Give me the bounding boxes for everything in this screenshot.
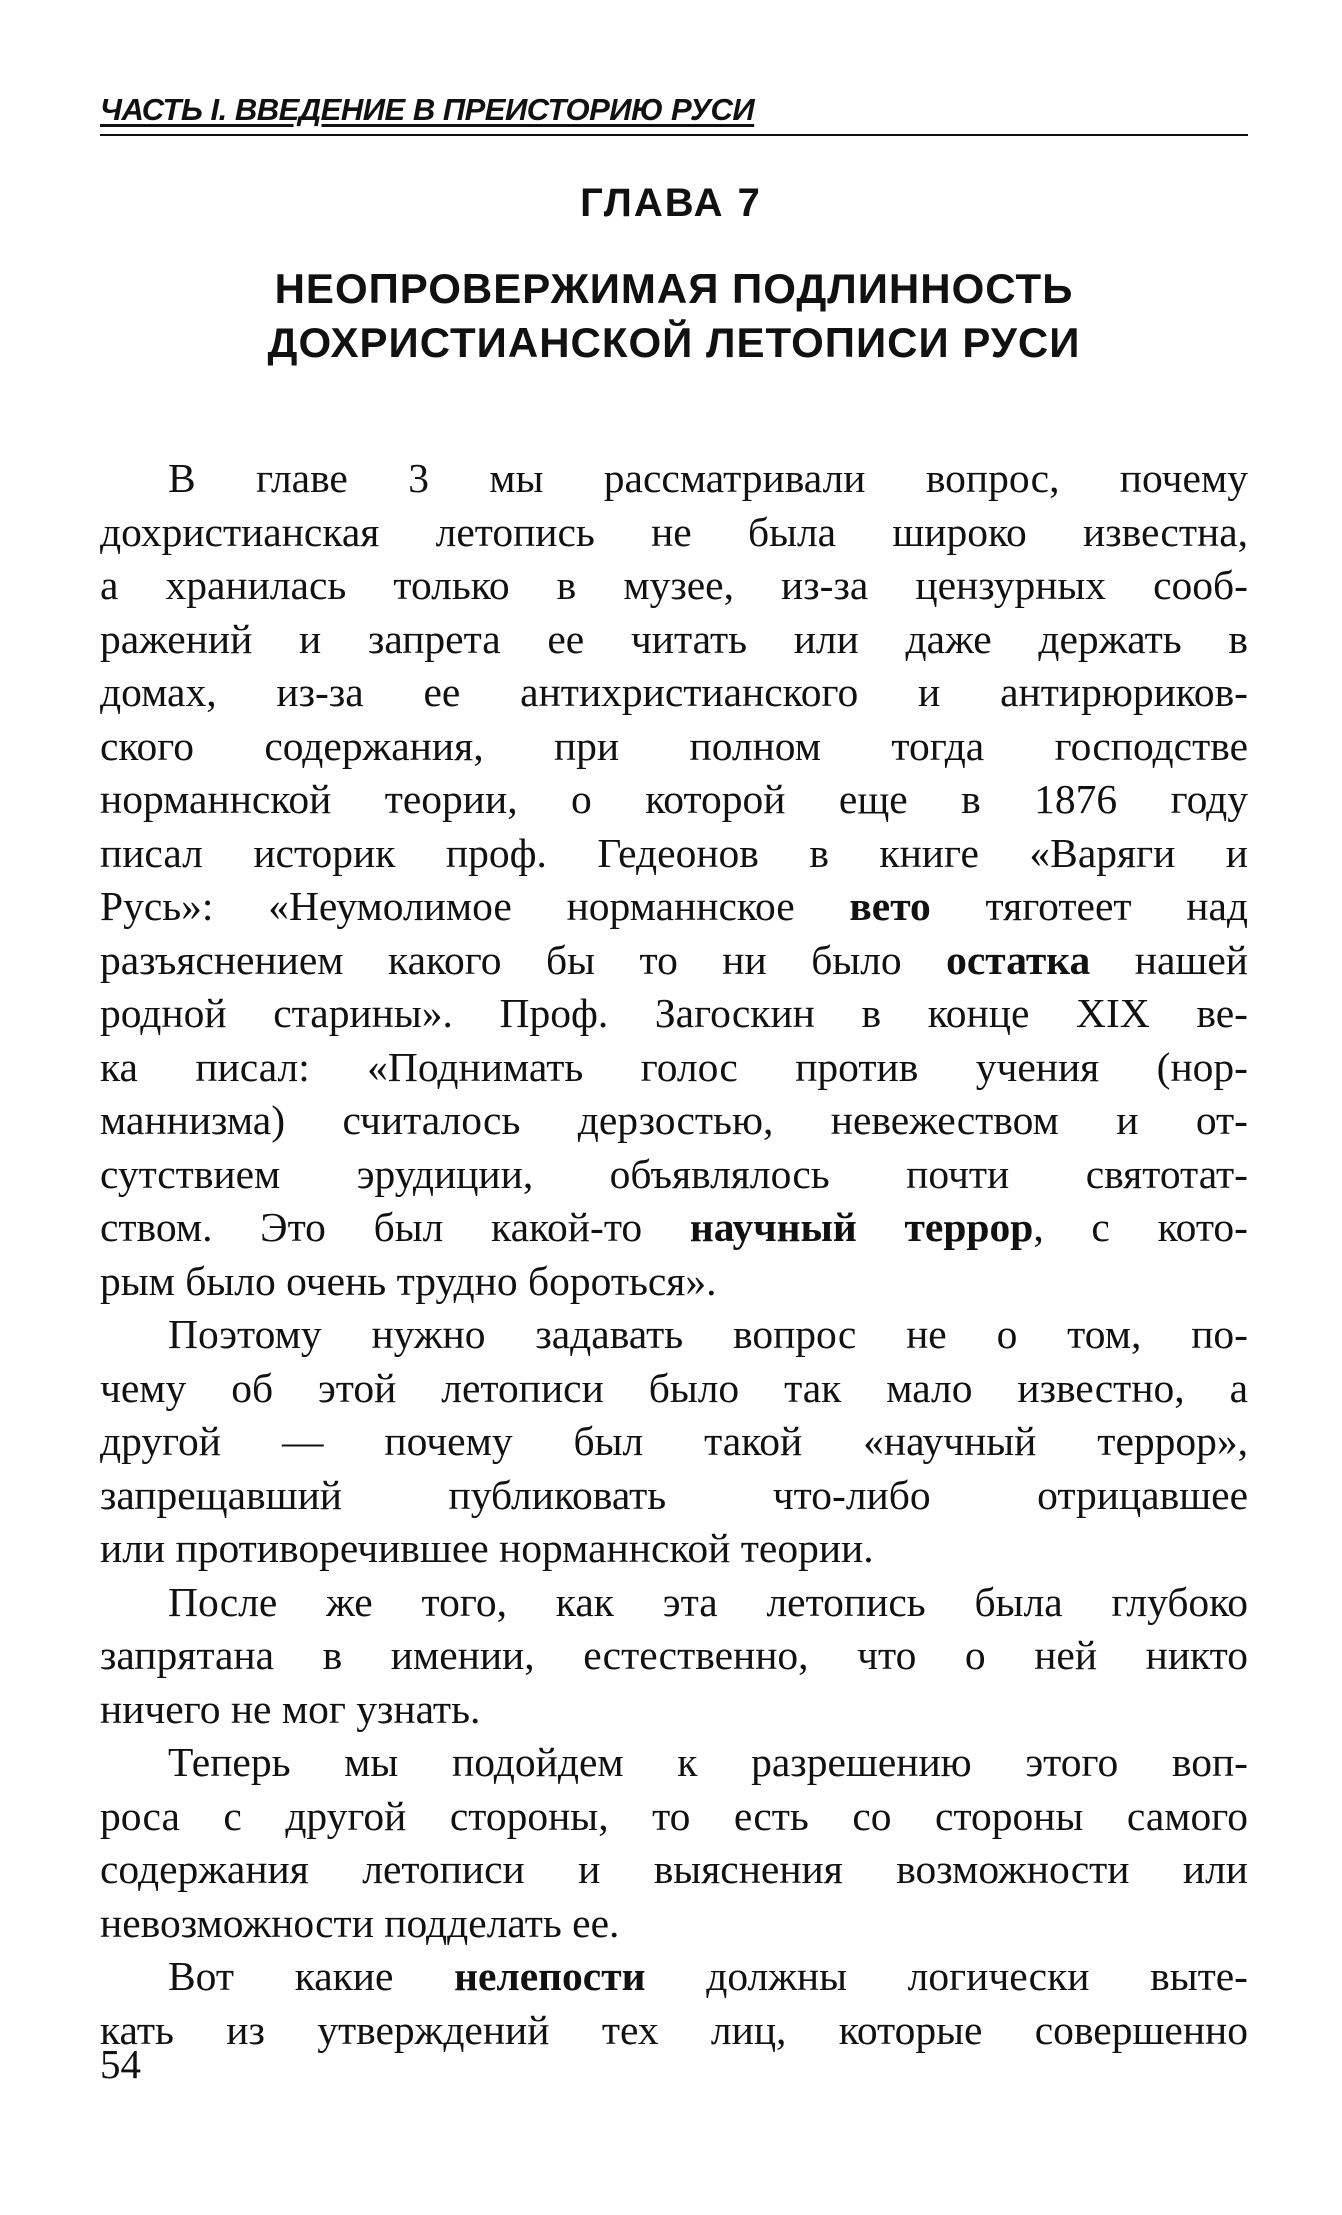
text-line: Русь»: «Неумолимое норманнское вето тяготеет над (100, 883, 1248, 929)
text-line: невозможности подделать ее. (100, 1899, 620, 1946)
text-line: сутствием эрудиции, объявлялось почти святотат- (100, 1150, 1248, 1197)
emphasis: вето (849, 883, 931, 929)
text-line: запрещавший публиковать что-либо отрицавшее (100, 1471, 1248, 1518)
paragraph (100, 1950, 1248, 2057)
emphasis: остатка (946, 936, 1091, 983)
text-line: ражений и запрета ее читать или даже держать в (100, 615, 1248, 662)
text-line: ничего не мог узнать. (100, 1685, 481, 1732)
paragraph (100, 1576, 1248, 1737)
text-line: чему об этой летописи было так мало известно, а (100, 1364, 1248, 1411)
text-line: ка писал: «Поднимать голос против учения (нор- (100, 1043, 1248, 1090)
text-line: роса с другой стороны, то есть со стороны самого (100, 1792, 1248, 1839)
text-line: Вот какие нелепости должны логически выте- (168, 1953, 1248, 1999)
text-line: разъяснением какого бы то ни было остатка нашей (100, 936, 1248, 983)
emphasis: научный террор (689, 1204, 1034, 1250)
text-line: содержания летописи и выяснения возможности или (100, 1846, 1248, 1892)
page-number: 54 (100, 2041, 141, 2087)
text-line: или противоречившее норманнской теории. (100, 1525, 874, 1571)
chapter-title (100, 262, 1248, 370)
paragraph (100, 452, 1248, 1308)
body-text (100, 452, 1248, 2057)
emphasis: нелепости (454, 1953, 646, 1999)
paragraph (100, 1736, 1248, 1950)
text-line: Теперь мы подойдем к разрешению этого воп- (168, 1739, 1248, 1785)
text-line: ством. Это был какой-то научный террор, с кото- (100, 1204, 1248, 1250)
text-line: писал историк проф. Гедеонов в книге «Варяги и (100, 829, 1248, 876)
text-line: В главе 3 мы рассматривали вопрос, почему (168, 455, 1248, 501)
text-line: дохристианская летопись не была широко известна, (100, 508, 1248, 555)
chapter-title-line-2: ДОХРИСТИАНСКОЙ ЛЕТОПИСИ РУСИ (267, 319, 1081, 366)
text-line: норманнской теории, о которой еще в 1876 году (100, 776, 1248, 822)
text-line: кать из утверждений тех лиц, которые совершенно (100, 2006, 1248, 2053)
text-line: родной старины». Проф. Загоскин в конце XIX ве- (100, 990, 1248, 1036)
text-line: Поэтому нужно задавать вопрос не о том, по- (168, 1311, 1248, 1357)
chapter-label: ГЛАВА 7 (580, 181, 762, 225)
text-line: а хранилась только в музее, из-за цензурных сооб- (100, 562, 1248, 608)
text-line: После же того, как эта летопись была глубоко (168, 1578, 1248, 1625)
running-head: ЧАСТЬ I. ВВЕДЕНИЕ В ПРЕИСТОРИЮ РУСИ (100, 92, 1248, 136)
text-line: другой — почему был такой «научный террор», (100, 1418, 1248, 1464)
text-line: запрятана в имении, естественно, что о ней никто (100, 1632, 1248, 1678)
text-line: ского содержания, при полном тогда господстве (100, 722, 1248, 769)
text-line: рым было очень трудно бороться». (100, 1257, 717, 1304)
text-line: домах, из-за ее антихристианского и антирюриков- (100, 669, 1248, 715)
paragraph (100, 1308, 1248, 1576)
text-line: маннизма) считалось дерзостью, невежеством и от- (100, 1097, 1248, 1143)
chapter-title-line-1: НЕОПРОВЕРЖИМАЯ ПОДЛИННОСТЬ (274, 265, 1074, 312)
